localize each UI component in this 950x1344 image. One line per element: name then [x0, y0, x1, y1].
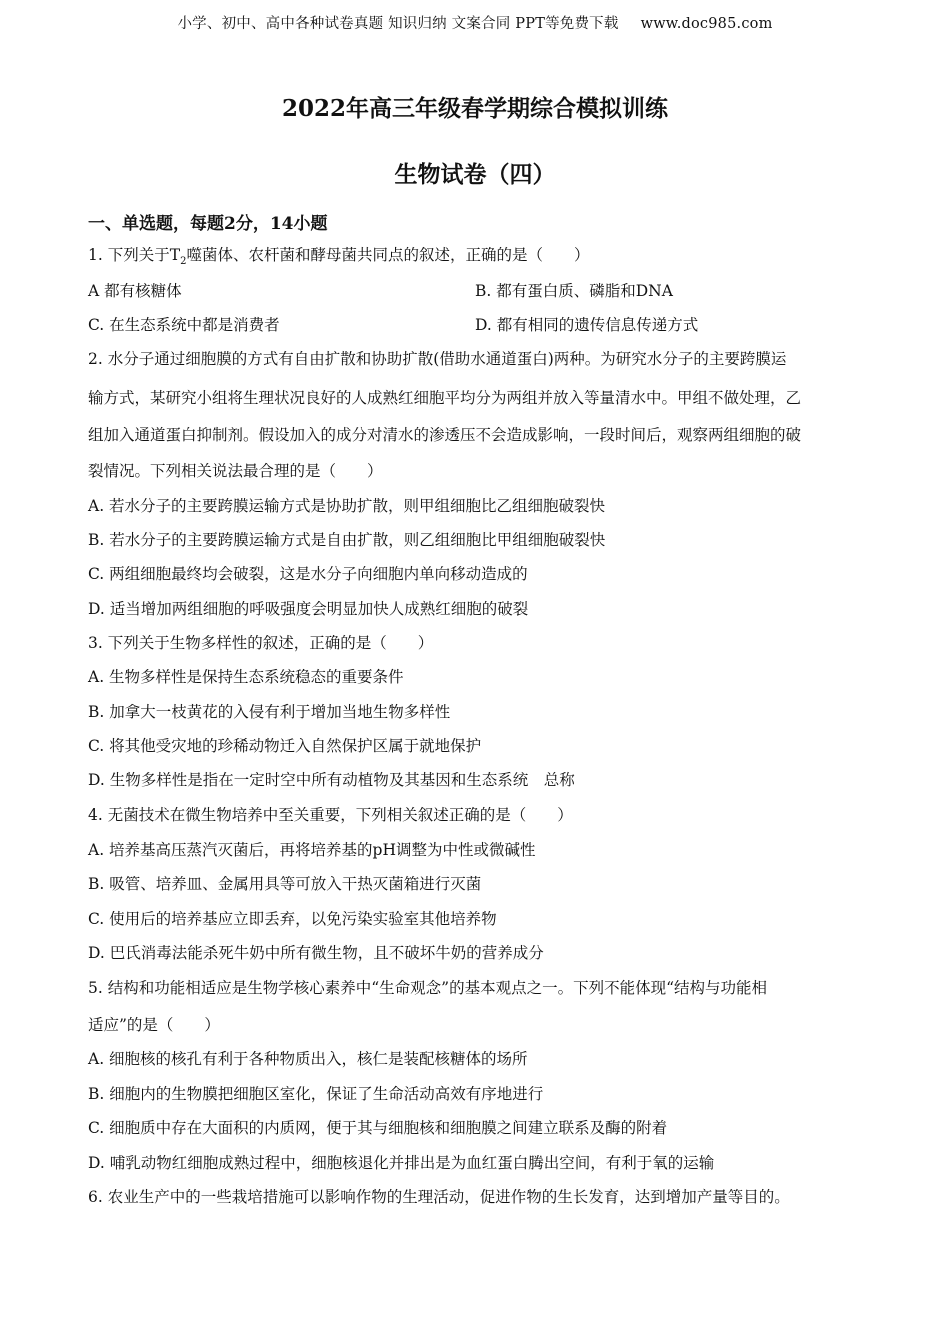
option-4c: C. 使用后的培养基应立即丢弃，以免污染实验室其他培养物 [88, 910, 497, 928]
option-2a: A. 若水分子的主要跨膜运输方式是协助扩散，则甲组细胞比乙组细胞破裂快 [88, 497, 606, 515]
option-3a: A. 生物多样性是保持生态系统稳态的重要条件 [88, 668, 404, 686]
option-2b: B. 若水分子的主要跨膜运输方式是自由扩散，则乙组细胞比甲组细胞破裂快 [88, 531, 606, 549]
question-5-stem-line1: 5. 结构和功能相适应是生物学核心素养中“生命观念”的基本观点之一。下列不能体现“结构与功能相 [88, 979, 767, 997]
question-3-stem: 3. 下列关于生物多样性的叙述，正确的是（ ） [88, 634, 434, 652]
question-1-options-row1 [88, 274, 868, 308]
option-5a: A. 细胞核的核孔有利于各种物质出入，核仁是装配核糖体的场所 [88, 1050, 528, 1068]
option-4a: A. 培养基高压蒸汽灭菌后，再将培养基的pH调整为中性或微碱性 [88, 841, 536, 859]
option-4d: D. 巴氏消毒法能杀死牛奶中所有微生物，且不破坏牛奶的营养成分 [88, 944, 544, 962]
question-4-stem: 4. 无菌技术在微生物培养中至关重要，下列相关叙述正确的是（ ） [88, 806, 573, 824]
exam-subtitle: 生物试卷（四） [394, 161, 556, 188]
exam-title: 2022年高三年级春学期综合模拟训练 [281, 95, 668, 122]
question-2-stem-line2: 输方式，某研究小组将生理状况良好的人成熟红细胞平均分为两组并放入等量清水中。甲组不做处理，乙 [88, 389, 802, 407]
question-1-stem: 1. 下列关于$T_2$噬菌体、农杆菌和酵母菌共同点的叙述，正确的是（ ） [88, 246, 590, 268]
question-2-stem-line3: 组加入通道蛋白抑制剂。假设加入的成分对清水的渗透压不会造成影响，一段时间后，观察两组细胞的破 [88, 426, 802, 444]
option-1c: C. 在生态系统中都是消费者 [88, 316, 280, 334]
option-3c: C. 将其他受灾地的珍稀动物迁入自然保护区属于就地保护 [88, 737, 482, 755]
question-2-stem-line4: 裂情况。下列相关说法最合理的是（ ） [88, 462, 383, 480]
option-3d: D. 生物多样性是指在一定时空中所有动植物及其基因和生态系统 总称 [88, 771, 575, 789]
option-2c: C. 两组细胞最终均会破裂，这是水分子向细胞内单向移动造成的 [88, 565, 528, 583]
option-1a: A 都有核糖体 [88, 282, 182, 300]
header-url-link[interactable]: www.doc985.com [640, 16, 773, 32]
question-5-stem-line2: 适应”的是（ ） [88, 1016, 220, 1034]
option-2d: D. 适当增加两组细胞的呼吸强度会明显加快人成熟红细胞的破裂 [88, 600, 529, 618]
option-3b: B. 加拿大一枝黄花的入侵有利于增加当地生物多样性 [88, 703, 451, 721]
option-5d: D. 哺乳动物红细胞成熟过程中，细胞核退化并排出是为血红蛋白腾出空间，有利于氧的运输 [88, 1154, 715, 1172]
option-5c: C. 细胞质中存在大面积的内质网，便于其与细胞核和细胞膜之间建立联系及酶的附着 [88, 1119, 668, 1137]
question-1-options-row2 [88, 308, 868, 342]
option-5b: B. 细胞内的生物膜把细胞区室化，保证了生命活动高效有序地进行 [88, 1085, 544, 1103]
header-text: 小学、初中、高中各种试卷真题 知识归纳 文案合同 PPT等免费下载 [177, 16, 619, 32]
question-2-stem-line1: 2. 水分子通过细胞膜的方式有自由扩散和协助扩散(借助水通道蛋白)两种。为研究水分子的主要跨膜运 [88, 350, 787, 368]
option-4b: B. 吸管、培养皿、金属用具等可放入干热灭菌箱进行灭菌 [88, 875, 482, 893]
page-header [0, 12, 950, 33]
question-6-stem: 6. 农业生产中的一些栽培措施可以影响作物的生理活动，促进作物的生长发育，达到增加产量等目的。 [88, 1188, 790, 1206]
option-1d: D. 都有相同的遗传信息传递方式 [475, 316, 699, 334]
option-1b: B. 都有蛋白质、磷脂和DNA [475, 282, 673, 300]
section-heading: 一、单选题，每题2分，14小题 [88, 214, 328, 234]
